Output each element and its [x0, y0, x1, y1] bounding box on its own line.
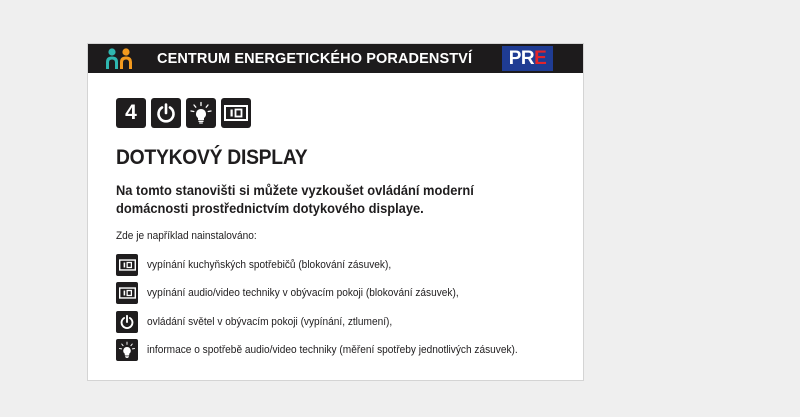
list-item: [116, 311, 414, 333]
info-panel: [87, 43, 584, 381]
pre-logo: [502, 46, 553, 71]
header-bar: [88, 44, 583, 73]
lightbulb-icon: [116, 339, 138, 361]
pre-logo-pr: PR: [508, 48, 535, 69]
socket-switch-icon: [116, 282, 138, 304]
socket-switch-icon: [221, 98, 251, 128]
power-icon: [151, 98, 181, 128]
lead-text: Na tomto stanovišti si můžete vyzkoušet ovládání moderní domácnosti prostřednictvím dotykového displaye.: [116, 182, 474, 216]
header-title: CENTRUM ENERGETICKÉHO PORADENSTVÍ: [157, 51, 473, 67]
list-item-text: vypínání audio/video techniky v obývacím pokoji (blokování zásuvek),: [147, 287, 459, 299]
list-item-text: vypínání kuchyňských spotřebičů (blokování zásuvek),: [147, 259, 392, 271]
list-item-text: ovládání světel v obývacím pokoji (vypínání, ztlumení),: [147, 316, 393, 328]
list-item-text: informace o spotřebě audio/video techniky (měření spotřeby jednotlivých zásuvek).: [147, 344, 518, 356]
list-item: [116, 282, 486, 304]
list-item: [116, 254, 412, 276]
people-icon: [104, 47, 134, 70]
pre-logo-e: E: [534, 48, 547, 69]
lightbulb-icon: [186, 98, 216, 128]
power-icon: [116, 311, 138, 333]
station-number-badge: 4: [116, 98, 146, 128]
intro-text: Zde je například nainstalováno:: [116, 230, 257, 242]
list-item: [116, 339, 550, 361]
page-title: DOTYKOVÝ DISPLAY: [116, 146, 308, 169]
socket-switch-icon: [116, 254, 138, 276]
